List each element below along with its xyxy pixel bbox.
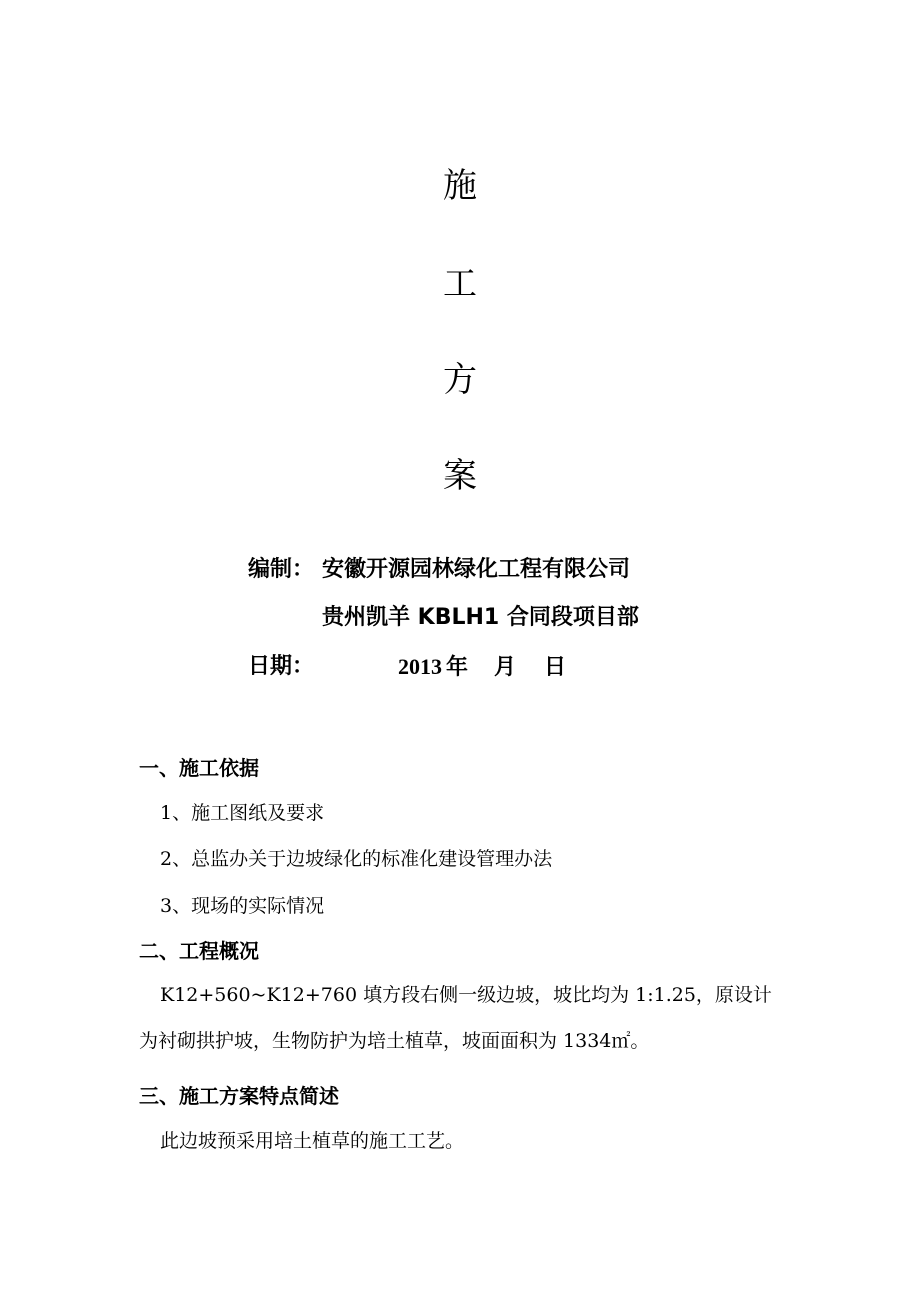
date-value: [398, 653, 566, 682]
compiler-label: 编制：: [248, 557, 315, 582]
date-year: 2013: [398, 654, 442, 679]
section-3-paragraph: 此边坡预采用培土植草的施工工艺。: [160, 1130, 465, 1152]
date-year-unit: 年: [446, 655, 469, 680]
title-char-2: 工: [443, 264, 477, 304]
date-month-unit: 月: [494, 655, 517, 680]
title-char-4: 案: [443, 456, 477, 496]
date-label: 日期：: [248, 654, 315, 679]
section-1-item-2: 2、总监办关于边坡绿化的标准化建设管理办法: [160, 848, 553, 870]
section-1-item-3: 3、现场的实际情况: [160, 895, 325, 917]
compiler-line-1: 安徽开源园林绿化工程有限公司: [322, 557, 631, 582]
title-char-1: 施: [443, 166, 477, 206]
section-3-heading: 三、施工方案特点简述: [139, 1084, 339, 1108]
section-1-item-1: 1、施工图纸及要求: [160, 802, 325, 824]
section-2-paragraph-line-2: 为衬砌拱护坡，生物防护为培土植草，坡面面积为 1334㎡。: [139, 1030, 650, 1052]
section-1-heading: 一、施工依据: [139, 756, 259, 780]
title-char-3: 方: [443, 360, 477, 400]
date-day-unit: 日: [544, 655, 567, 680]
section-2-heading: 二、工程概况: [139, 939, 259, 963]
section-2-paragraph-line-1: K12+560~K12+760 填方段右侧一级边坡，坡比均为 1:1.25，原设计: [160, 984, 772, 1006]
compiler-line-2: 贵州凯羊 KBLH1 合同段项目部: [322, 605, 639, 630]
